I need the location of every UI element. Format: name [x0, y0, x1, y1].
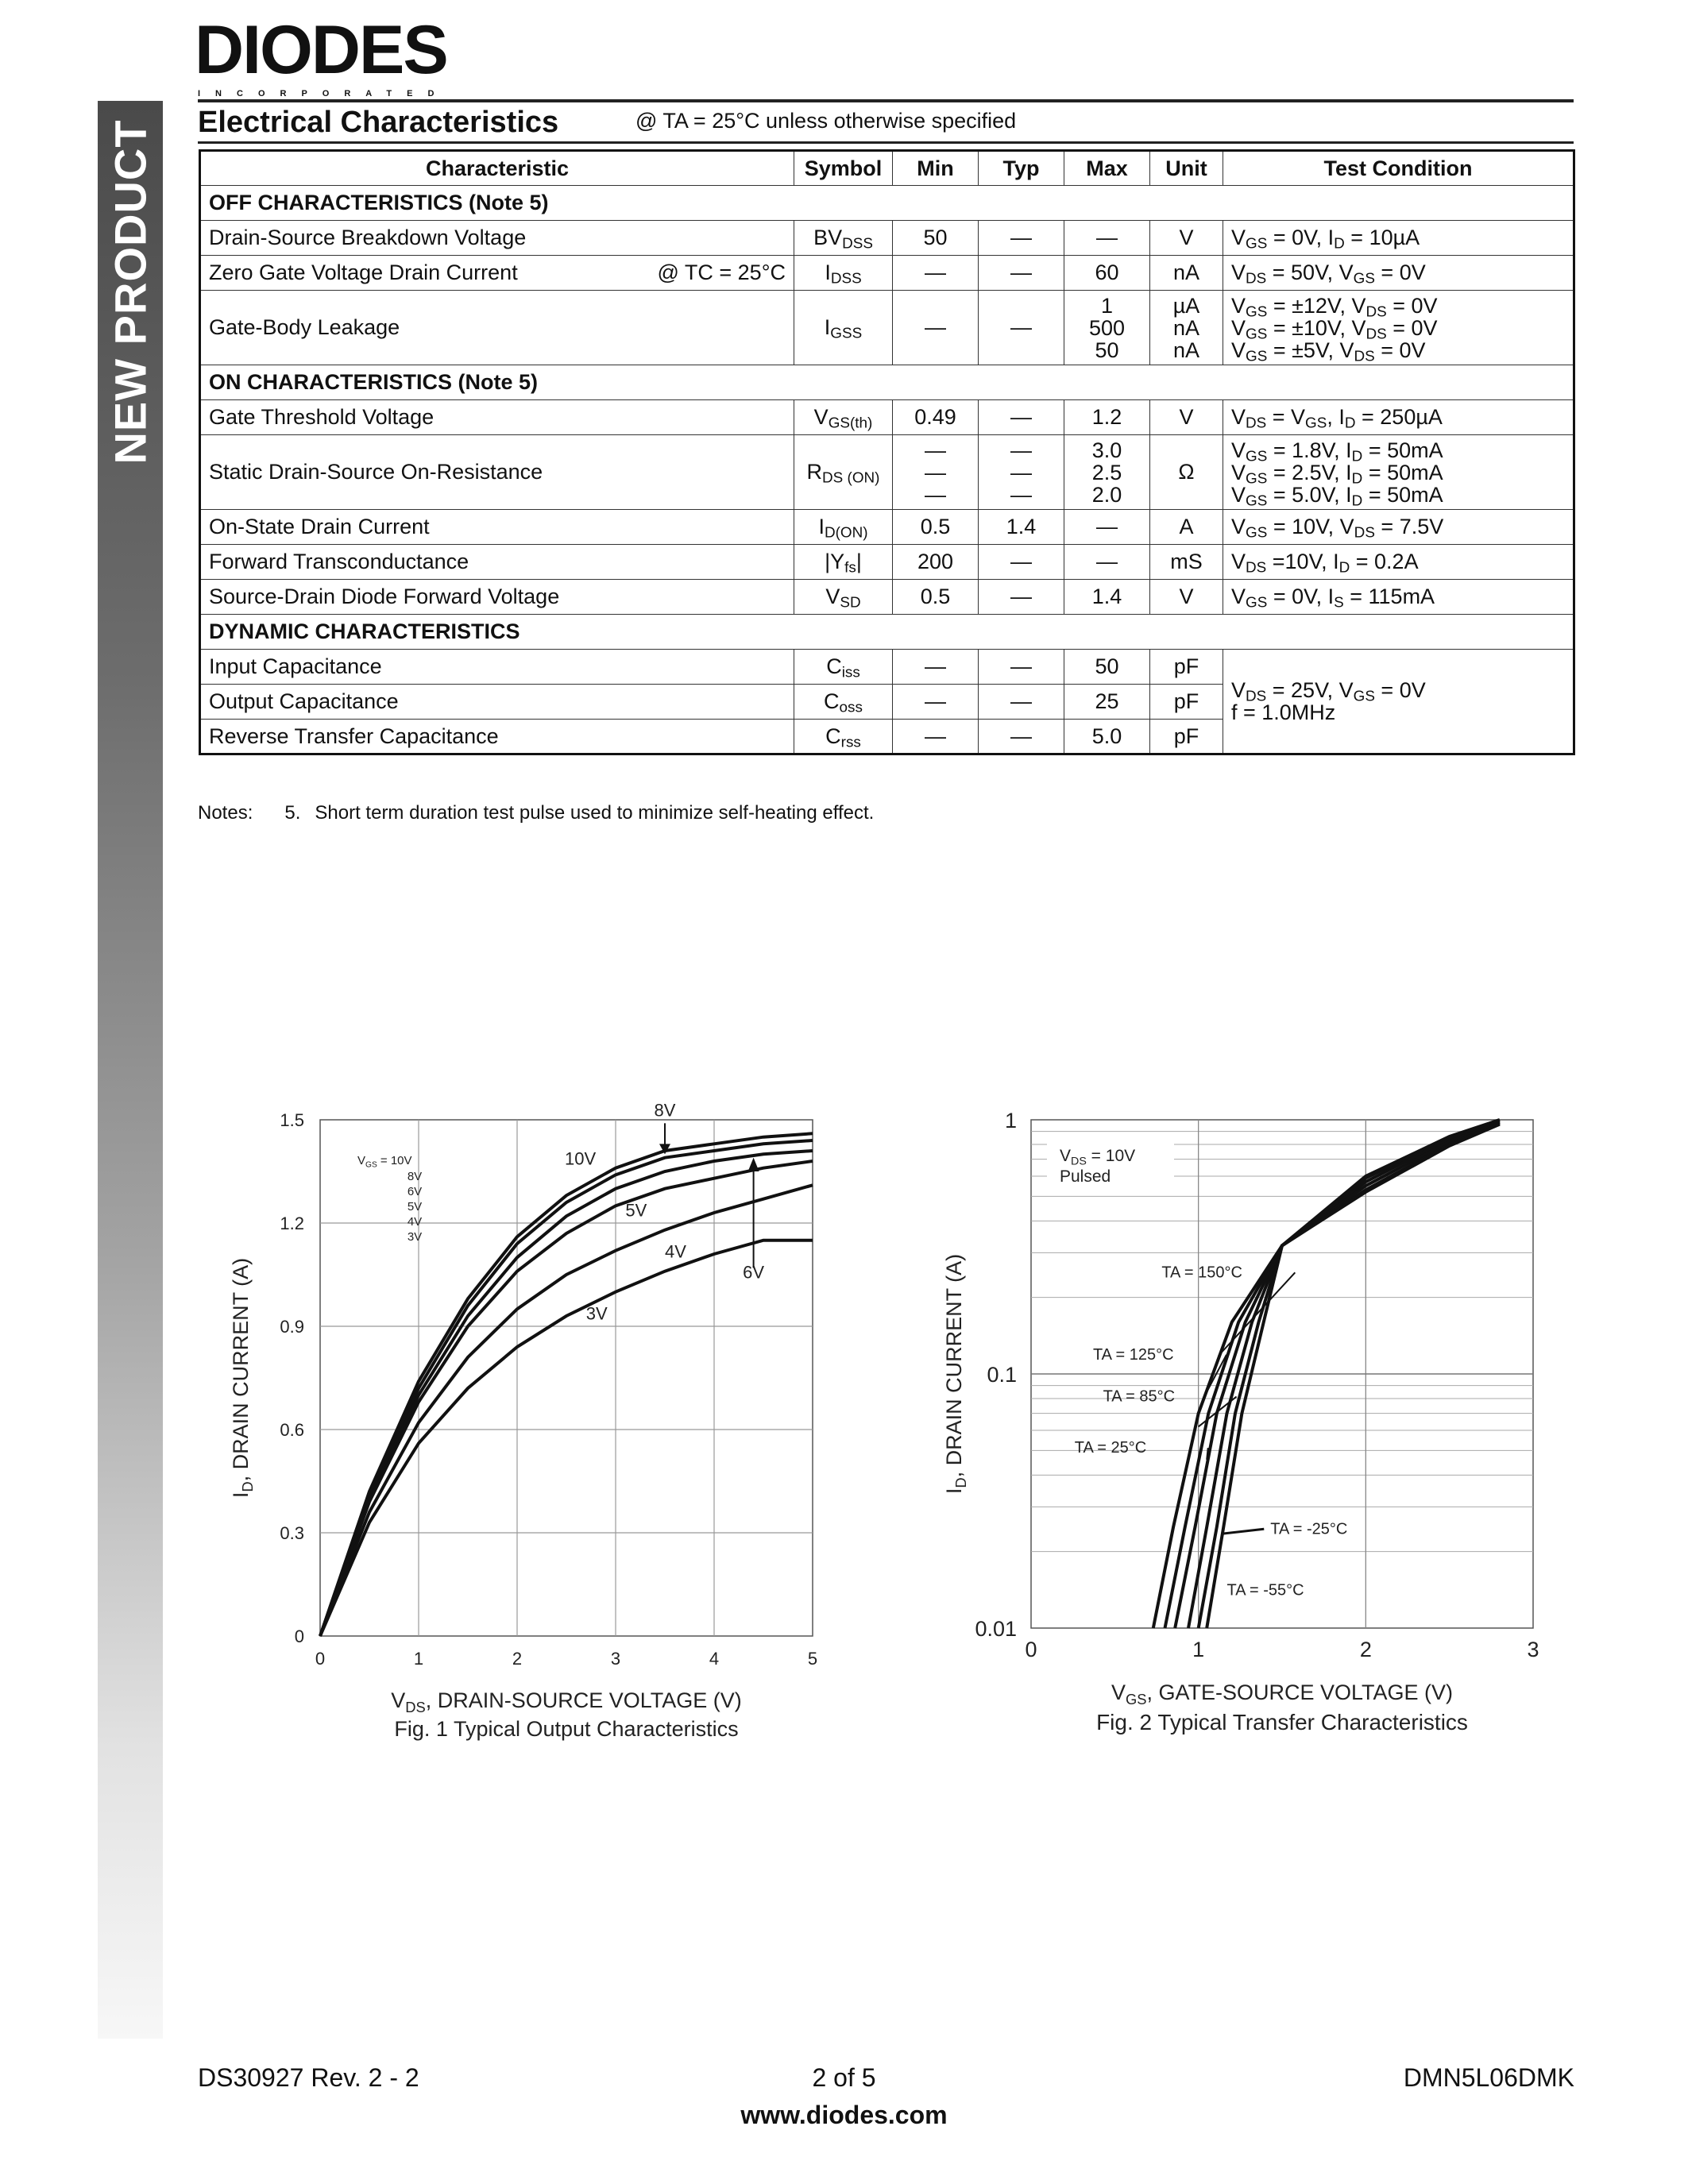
- cell-typ: 1.4: [979, 510, 1064, 545]
- cell-name: Static Drain-Source On-Resistance: [200, 435, 794, 510]
- cell-unit: pF: [1150, 720, 1223, 754]
- x-axis-label: $V_{GS}$, GATE-SOURCE VOLTAGE (V): [1111, 1680, 1454, 1707]
- condition-line: $V_{GS} = \pm 12V$, $V_{DS} = 0V$: [1231, 293, 1438, 321]
- fig2-transfer-characteristics-chart: [929, 1096, 1581, 1755]
- legend-pulsed: Pulsed: [1060, 1167, 1111, 1186]
- table-row: [200, 580, 1574, 615]
- section-row-dynamic: [200, 615, 1574, 650]
- x-tick-label: 2: [1359, 1638, 1372, 1661]
- cell-typ: —: [979, 400, 1064, 435]
- condition-line: f = 1.0MHz: [1231, 700, 1336, 724]
- y-tick-label: 1: [1004, 1109, 1017, 1133]
- condition-line: $V_{GS} = 2.5V$, $I_D = 50mA$: [1231, 460, 1443, 488]
- curve-annotation: 8V: [654, 1100, 676, 1121]
- condition-line: $V_{GS} = 1.8V$, $I_D = 50mA$: [1231, 438, 1443, 465]
- cell-unit: mS: [1150, 545, 1223, 580]
- y-tick-label: 0.9: [280, 1317, 304, 1337]
- x-tick-label: 5: [807, 1649, 818, 1669]
- fig1-output-characteristics-chart: [207, 1096, 858, 1755]
- cell-name: Gate Threshold Voltage: [200, 400, 794, 435]
- table-row: [200, 435, 1574, 510]
- y-tick-label: 1.5: [280, 1110, 304, 1130]
- footer-page-number: 2 of 5: [812, 2063, 876, 2092]
- x-tick-label: 1: [1192, 1638, 1205, 1661]
- cell-symbol: $BV_{DSS}$: [794, 221, 893, 256]
- curve-annotation: 10V: [565, 1148, 597, 1169]
- y-tick-label: 0.6: [280, 1420, 304, 1440]
- cell-min: —: [893, 256, 979, 291]
- cell-max: 5.0: [1064, 720, 1150, 754]
- cell-max: [1064, 435, 1150, 510]
- section-on-label: ON CHARACTERISTICS (Note 5): [200, 365, 1574, 400]
- cell-symbol: $C_{oss}$: [794, 685, 893, 720]
- cell-unit: Ω: [1150, 435, 1223, 510]
- cell-dash: —: [925, 482, 946, 507]
- cell-unit: V: [1150, 400, 1223, 435]
- condition-line: $V_{GS} = 5.0V$, $I_D = 50mA$: [1231, 482, 1443, 510]
- section-dynamic-label: DYNAMIC CHARACTERISTICS: [200, 615, 1574, 650]
- cell-dash: —: [925, 460, 946, 484]
- y-tick-label: 0.01: [975, 1617, 1017, 1641]
- cell-typ: —: [979, 221, 1064, 256]
- cell-min: —: [893, 685, 979, 720]
- cell-max: —: [1064, 221, 1150, 256]
- cell-unit: pF: [1150, 650, 1223, 685]
- curve-annotation: 3V: [585, 1303, 608, 1324]
- sidebar-label-box: [98, 101, 163, 482]
- header-symbol: Symbol: [794, 151, 893, 186]
- cell-max-line: 1: [1100, 293, 1114, 318]
- cell-name: Drain-Source Breakdown Voltage: [200, 221, 794, 256]
- cell-unit: A: [1150, 510, 1223, 545]
- cell-unit-line: µA: [1172, 293, 1200, 318]
- table-header-row: [200, 151, 1574, 186]
- legend-item: 4V: [407, 1215, 423, 1229]
- logo-wordmark: DIODES: [195, 12, 447, 88]
- cell-name: Gate-Body Leakage: [200, 291, 794, 365]
- cell-max: 50: [1064, 650, 1150, 685]
- diodes-logo: [195, 12, 481, 98]
- header-typ: Typ: [979, 151, 1064, 186]
- chart-title: Fig. 2 Typical Transfer Characteristics: [1096, 1710, 1468, 1734]
- footer-part-number: DMN5L06DMK: [1403, 2063, 1574, 2092]
- condition-line: $V_{DS} = 25V$, $V_{GS} = 0V$: [1231, 678, 1426, 705]
- condition-line: $V_{GS} = \pm 5V$, $V_{DS} = 0V$: [1231, 338, 1426, 365]
- section-row-on: [200, 365, 1574, 400]
- cell-condition: [1223, 435, 1574, 510]
- section-title: Electrical Characteristics: [198, 106, 559, 139]
- x-tick-label: 3: [1527, 1638, 1539, 1661]
- cell-name: Output Capacitance: [200, 685, 794, 720]
- legend-item: 6V: [407, 1185, 423, 1198]
- series-label-0: TA = 150°C: [1161, 1264, 1242, 1282]
- series-label-1: TA = 125°C: [1092, 1345, 1174, 1364]
- cell-max: 60: [1064, 256, 1150, 291]
- cell-symbol: $I_{DSS}$: [794, 256, 893, 291]
- table-row: [200, 510, 1574, 545]
- notes: [198, 802, 874, 824]
- cell-max: —: [1064, 545, 1150, 580]
- y-axis-label: $I_D$, DRAIN CURRENT (A): [942, 1253, 969, 1495]
- cell-typ: —: [979, 685, 1064, 720]
- cell-min: —: [893, 291, 979, 365]
- x-tick-label: 0: [315, 1649, 326, 1669]
- cell-name: Forward Transconductance: [200, 545, 794, 580]
- cell-min: [893, 435, 979, 510]
- note-number: 5.: [284, 802, 301, 824]
- header-rule-top: [198, 99, 1574, 102]
- table-row: [200, 650, 1574, 685]
- cell-condition: [1223, 291, 1574, 365]
- legend-item: 3V: [407, 1230, 423, 1244]
- legend-vds: $V_{DS} = 10V$: [1060, 1147, 1136, 1168]
- cell-condition: $V_{GS} = 0V$, $I_D = 10\mu A$: [1223, 221, 1574, 256]
- cell-symbol: $V_{GS(th)}$: [794, 400, 893, 435]
- cell-condition: $V_{GS} = 10V$, $V_{DS} = 7.5V$: [1223, 510, 1574, 545]
- cell-name: [200, 256, 794, 291]
- table-row: [200, 400, 1574, 435]
- cell-max-line: 50: [1095, 338, 1119, 362]
- x-tick-label: 1: [413, 1649, 424, 1669]
- table-row: [200, 545, 1574, 580]
- cell-name: On-State Drain Current: [200, 510, 794, 545]
- cell-name: Source-Drain Diode Forward Voltage: [200, 580, 794, 615]
- cell-name: Reverse Transfer Capacitance: [200, 720, 794, 754]
- cell-symbol: $|Y_{fs}|$: [794, 545, 893, 580]
- cell-min: 0.49: [893, 400, 979, 435]
- cell-tc-note: @ TC = 25°C: [657, 260, 786, 284]
- cell-typ: —: [979, 650, 1064, 685]
- cell-max-line: 3.0: [1091, 438, 1122, 462]
- cell-symbol: $I_{GSS}$: [794, 291, 893, 365]
- cell-max: 1.4: [1064, 580, 1150, 615]
- cell-dash: —: [925, 438, 946, 462]
- chart-title: Fig. 1 Typical Output Characteristics: [394, 1717, 739, 1741]
- cell-symbol: $R_{DS (ON)}$: [794, 435, 893, 510]
- section-off-label: OFF CHARACTERISTICS (Note 5): [200, 186, 1574, 221]
- header-unit: Unit: [1150, 151, 1223, 186]
- cell-unit: V: [1150, 221, 1223, 256]
- table-row: [200, 291, 1574, 365]
- note-text: Short term duration test pulse used to minimize self-heating effect.: [315, 802, 875, 824]
- table-row: [200, 256, 1574, 291]
- condition-line: $V_{GS} = \pm 10V$, $V_{DS} = 0V$: [1231, 315, 1438, 343]
- y-tick-label: 0: [294, 1626, 304, 1646]
- sidebar-label: NEW PRODUCT: [105, 118, 156, 465]
- table-row: [200, 221, 1574, 256]
- notes-label: Notes:: [198, 802, 253, 824]
- cell-dash: —: [1010, 482, 1032, 507]
- footer-doc-id: DS30927 Rev. 2 - 2: [198, 2063, 419, 2092]
- cell-min: —: [893, 720, 979, 754]
- cell-min: 50: [893, 221, 979, 256]
- cell-typ: [979, 435, 1064, 510]
- cell-unit-line: nA: [1172, 338, 1200, 362]
- cell-max: [1064, 291, 1150, 365]
- cell-unit-line: nA: [1172, 315, 1200, 340]
- cell-max: —: [1064, 510, 1150, 545]
- cell-min: —: [893, 650, 979, 685]
- cell-condition-dynamic: [1223, 650, 1574, 754]
- y-tick-label: 0.1: [987, 1363, 1017, 1387]
- series-label-2: TA = 85°C: [1103, 1387, 1176, 1406]
- cell-unit: nA: [1150, 256, 1223, 291]
- cell-unit: pF: [1150, 685, 1223, 720]
- legend-item: 8V: [407, 1170, 423, 1183]
- x-tick-label: 0: [1025, 1638, 1037, 1661]
- cell-condition: $V_{DS} = V_{GS}$, $I_D = 250\mu A$: [1223, 400, 1574, 435]
- cell-condition: $V_{DS} =10V$, $I_D = 0.2A$: [1223, 545, 1574, 580]
- cell-dash: —: [1010, 460, 1032, 484]
- cell-min: 0.5: [893, 580, 979, 615]
- y-tick-label: 0.3: [280, 1523, 304, 1543]
- cell-typ: —: [979, 545, 1064, 580]
- section-conditions: @ TA = 25°C unless otherwise specified: [635, 109, 1017, 133]
- y-axis-label: $I_D$, DRAIN CURRENT (A): [229, 1257, 256, 1499]
- legend-item: 5V: [407, 1200, 423, 1214]
- curve-annotation: 4V: [665, 1241, 686, 1262]
- footer-url: www.diodes.com: [740, 2101, 948, 2129]
- x-tick-label: 4: [709, 1649, 720, 1669]
- header-max: Max: [1064, 151, 1150, 186]
- series-label-5: TA = -55°C: [1226, 1581, 1304, 1599]
- curve-annotation: 6V: [743, 1262, 765, 1283]
- series-label-3: TA = 25°C: [1074, 1439, 1147, 1457]
- electrical-characteristics-table: [199, 149, 1575, 755]
- cell-condition: $V_{DS} = 50V$, $V_{GS} = 0V$: [1223, 256, 1574, 291]
- header-rule-bottom: [198, 141, 1574, 144]
- y-tick-label: 1.2: [280, 1214, 304, 1233]
- legend-title: $V_{GS} = 10V$: [357, 1154, 412, 1170]
- cell-typ: —: [979, 291, 1064, 365]
- cell-min: 200: [893, 545, 979, 580]
- cell-typ: —: [979, 580, 1064, 615]
- cell-symbol: $I_{D(ON)}$: [794, 510, 893, 545]
- header-min: Min: [893, 151, 979, 186]
- cell-max-line: 2.0: [1091, 482, 1122, 507]
- cell-condition: $V_{GS} = 0V$, $I_S = 115mA$: [1223, 580, 1574, 615]
- series-label-4: TA = -25°C: [1270, 1520, 1348, 1538]
- cell-name-text: Zero Gate Voltage Drain Current: [209, 260, 518, 284]
- section-row-off: [200, 186, 1574, 221]
- cell-symbol: $C_{iss}$: [794, 650, 893, 685]
- cell-max-line: 2.5: [1091, 460, 1122, 484]
- x-tick-label: 3: [610, 1649, 621, 1669]
- logo-tagline: INCORPORATED: [198, 89, 450, 98]
- header-characteristic: Characteristic: [200, 151, 794, 186]
- cell-typ: —: [979, 256, 1064, 291]
- cell-max: 25: [1064, 685, 1150, 720]
- curve-annotation: 5V: [625, 1200, 647, 1221]
- cell-name: Input Capacitance: [200, 650, 794, 685]
- cell-min: 0.5: [893, 510, 979, 545]
- x-tick-label: 2: [512, 1649, 523, 1669]
- cell-dash: —: [1010, 438, 1032, 462]
- cell-symbol: $V_{SD}$: [794, 580, 893, 615]
- cell-unit: V: [1150, 580, 1223, 615]
- cell-max: 1.2: [1064, 400, 1150, 435]
- cell-max-line: 500: [1088, 315, 1126, 340]
- cell-typ: —: [979, 720, 1064, 754]
- header-test-condition: Test Condition: [1223, 151, 1574, 186]
- cell-unit: [1150, 291, 1223, 365]
- cell-symbol: $C_{rss}$: [794, 720, 893, 754]
- x-axis-label: $V_{DS}$, DRAIN-SOURCE VOLTAGE (V): [391, 1688, 742, 1715]
